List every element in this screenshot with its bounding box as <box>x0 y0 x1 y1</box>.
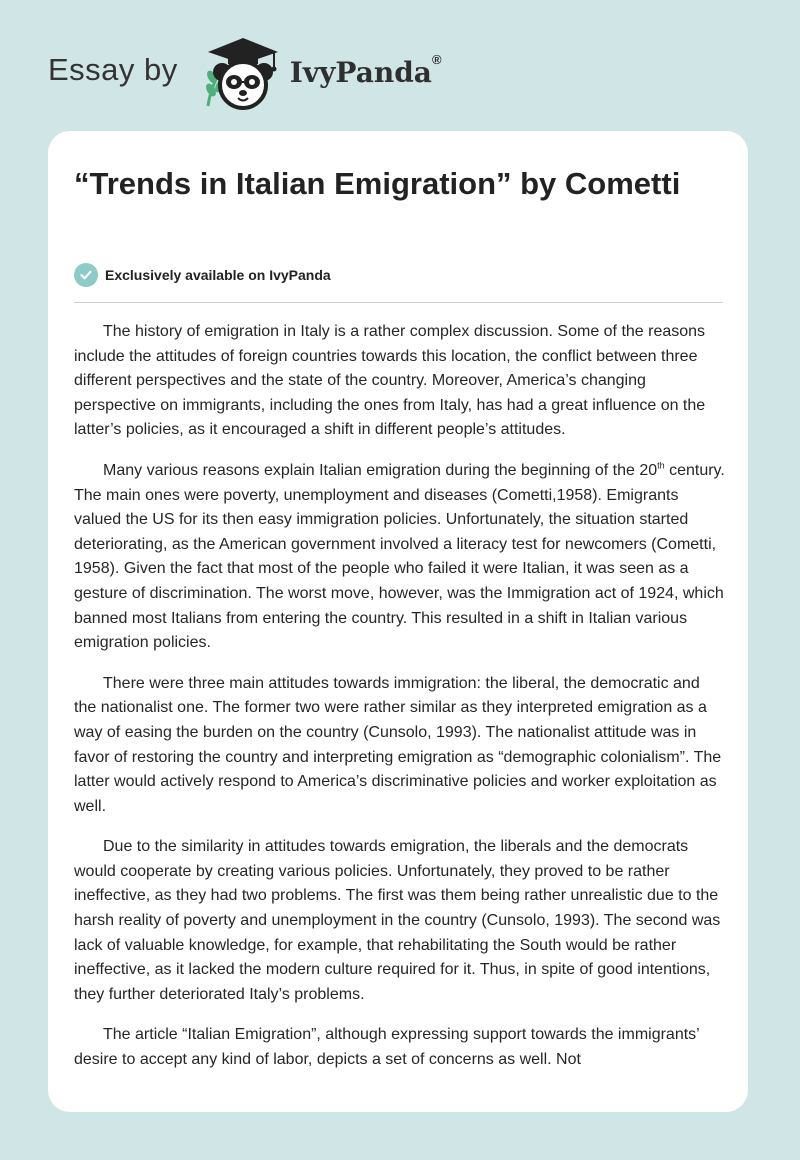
divider <box>74 302 723 303</box>
paragraph <box>74 459 726 656</box>
exclusive-badge-label: Exclusively available on IvyPanda <box>105 267 331 283</box>
essay-by-label: Essay by <box>48 52 178 87</box>
paragraph: The article “Italian Emigration”, although expressing support towards the immigrants’ desire to accept any kind of labor, depicts a set of concerns as well. Not <box>74 1026 700 1069</box>
ordinal-suffix: th <box>657 460 665 471</box>
paragraph-text: century. The main ones were poverty, unemployment and diseases (Cometti,1958). Emigrants valued the US for its then easy immigration policies. Unfortunately, the situation started deteriorating, as the American government involved a literacy test for newcomers (Cometti, 1958). Given the fact that most of the people who failed it were Italian, it was seen as a gesture of discrimination. The worst move, however, was the Immigration act of 1924, which banned most Italians from entering the country. This resulted in a shift in Italian various emigration policies. <box>74 461 725 652</box>
check-circle-icon <box>74 263 98 287</box>
paragraph: There were three main attitudes towards immigration: the liberal, the democratic and the nationalist one. The former two were rather similar as they interpreted emigration as a way of easing the burden on the country (Cunsolo, 1993). The nationalist attitude was in favor of restoring the country and interpreting emigration as “demographic colonialism”. The latter would actively respond to America’s discriminative policies and worker exploitation as well. <box>74 674 722 815</box>
essay-body <box>74 320 726 1089</box>
brand-text: IvyPanda <box>289 55 432 89</box>
panda-graduate-icon <box>198 30 284 110</box>
essay-card <box>48 131 748 1112</box>
registered-mark: ® <box>431 51 442 67</box>
paragraph: Due to the similarity in attitudes towards emigration, the liberals and the democrats would cooperate by creating various policies. Unfortunately, they proved to be rather ineffective, as they had two problems. The first was them being rather unrealistic due to the harsh reality of poverty and unemployment in the country (Cunsolo, 1993). The second was lack of valuable knowledge, for example, that rehabilitating the South would be rather ineffective, as it lacked the modern culture required for it. Thus, in spite of good intentions, they further deteriorated Italy’s problems. <box>74 838 721 1003</box>
exclusive-badge <box>74 263 331 287</box>
paragraph: The history of emigration in Italy is a rather complex discussion. Some of the reasons include the attitudes of foreign countries towards this location, the conflict between three different perspectives and the state of the country. Moreover, America’s changing perspective on immigrants, including the ones from Italy, has had a great influence on the latter’s policies, as it encouraged a shift in different people’s attitudes. <box>74 323 706 439</box>
site-header <box>48 30 442 110</box>
paragraph-text: Many various reasons explain Italian emigration during the beginning of the 20 <box>103 461 658 479</box>
brand-name[interactable] <box>289 51 442 89</box>
essay-title: “Trends in Italian Emigration” by Cometti <box>74 166 681 201</box>
